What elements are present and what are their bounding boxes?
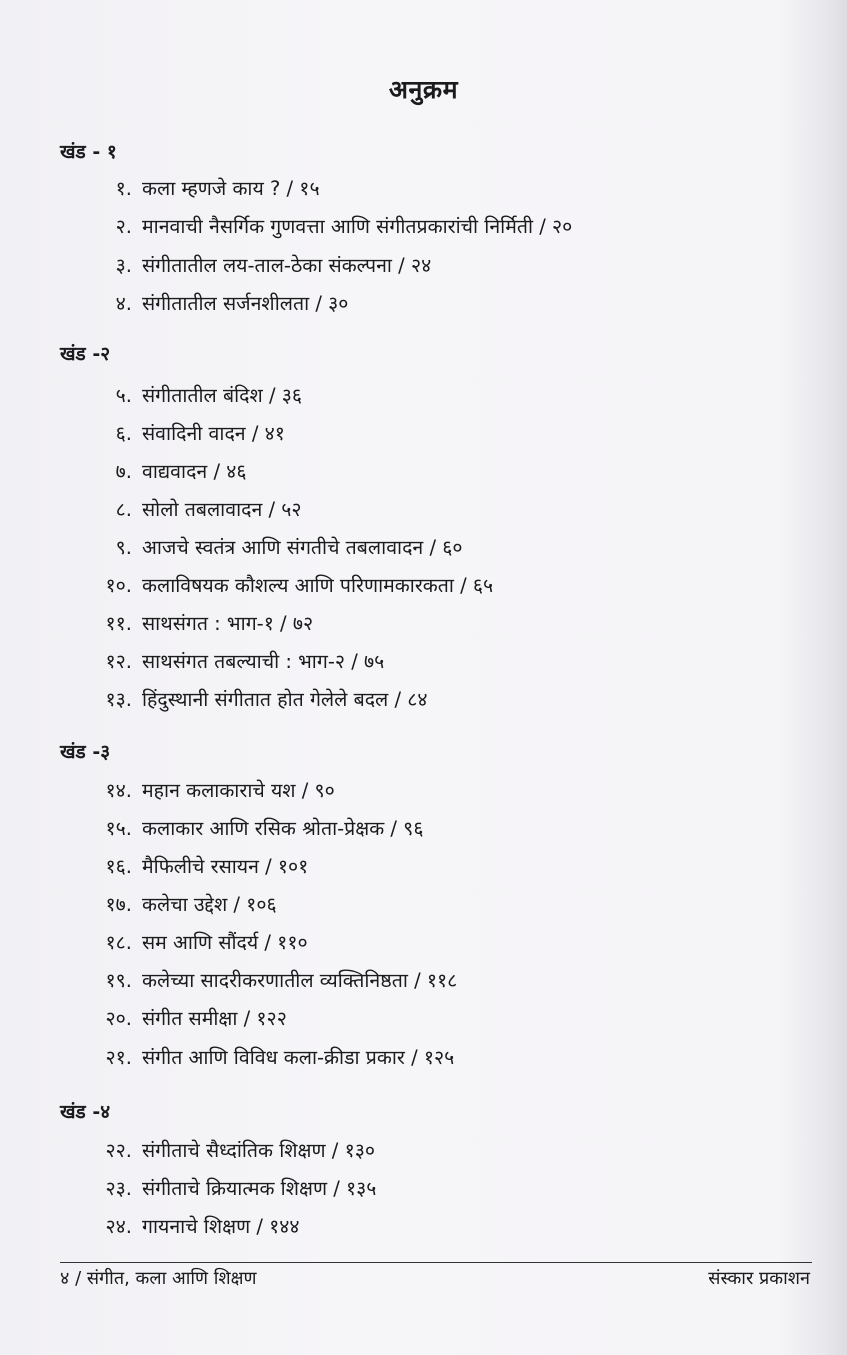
toc-entry-number: १६. (105, 855, 132, 878)
toc-entry-number: २१. (105, 1046, 132, 1069)
toc-entry (115, 209, 573, 245)
toc-entry (105, 1171, 377, 1207)
toc-entry-text: संगीतातील लय-ताल-ठेका संकल्पना / २४ (142, 254, 432, 277)
toc-entry-text: साथसंगत : भाग-१ / ७२ (142, 612, 314, 635)
toc-entry-text: साथसंगत तबल्याची : भाग-२ / ७५ (142, 650, 385, 673)
toc-entry (105, 682, 428, 718)
toc-entry-text: सोलो तबलावादन / ५२ (142, 498, 302, 521)
toc-entry (105, 887, 277, 923)
toc-entry-number: २३. (105, 1177, 132, 1200)
section-heading-2: खंड -२ (60, 343, 111, 365)
toc-entry (115, 171, 320, 207)
toc-entry (105, 963, 458, 999)
toc-entry-number: २. (115, 215, 132, 238)
toc-entry-text: कलेचा उद्देश / १०६ (142, 893, 277, 916)
toc-entry-number: १. (115, 177, 132, 200)
toc-entry (115, 378, 303, 414)
toc-entry-number: १०. (105, 574, 132, 597)
toc-entry-number: १९. (105, 969, 132, 992)
toc-entry-text: संगीताचे क्रियात्मक शिक्षण / १३५ (142, 1177, 377, 1200)
toc-entry-number: ११. (105, 612, 132, 635)
toc-entry (105, 568, 494, 604)
section-heading-1: खंड - १ (60, 141, 117, 163)
toc-entry (105, 1133, 375, 1169)
toc-entry-text: वाद्यवादन / ४६ (142, 460, 247, 483)
toc-entry (105, 1209, 300, 1245)
toc-entry-text: कलाकार आणि रसिक श्रोता-प्रेक्षक / ९६ (142, 817, 424, 840)
toc-entry-number: १५. (105, 817, 132, 840)
toc-entry-number: ८. (115, 498, 132, 521)
toc-entry (105, 1040, 455, 1076)
toc-entry (105, 644, 385, 680)
toc-entry-number: १८. (105, 931, 132, 954)
toc-entry-number: १४. (105, 779, 132, 802)
toc-entry-text: हिंदुस्थानी संगीतात होत गेलेले बदल / ८४ (142, 688, 428, 711)
section-heading-3: खंड -३ (60, 741, 111, 763)
toc-entry (115, 286, 349, 322)
toc-entry-number: २२. (105, 1139, 132, 1162)
toc-entry (115, 454, 247, 490)
toc-entry-number: १७. (105, 893, 132, 916)
page-title: अनुक्रम (388, 75, 459, 104)
toc-entry-text: गायनाचे शिक्षण / १४४ (142, 1215, 300, 1238)
toc-entry-number: २०. (105, 1007, 132, 1030)
toc-entry-text: कलाविषयक कौशल्य आणि परिणामकारकता / ६५ (142, 574, 494, 597)
toc-entry-text: कला म्हणजे काय ? / १५ (142, 177, 320, 200)
toc-entry-number: ५. (115, 384, 132, 407)
toc-entry-text: संगीत समीक्षा / १२२ (142, 1007, 287, 1030)
toc-entry-number: १२. (105, 650, 132, 673)
toc-entry-text: मैफिलीचे रसायन / १०१ (142, 855, 309, 878)
toc-entry-text: संवादिनी वादन / ४१ (142, 422, 285, 445)
toc-entry-number: ४. (115, 292, 132, 315)
toc-entry (105, 773, 335, 809)
toc-entry-text: सम आणि सौंदर्य / ११० (142, 931, 308, 954)
toc-entry-number: २४. (105, 1215, 132, 1238)
toc-entry-text: संगीतातील सर्जनशीलता / ३० (142, 292, 349, 315)
footer-publisher: संस्कार प्रकाशन (708, 1268, 810, 1289)
toc-entry (115, 416, 285, 452)
toc-entry-number: ७. (115, 460, 132, 483)
toc-entry (105, 811, 424, 847)
toc-entry (105, 849, 309, 885)
toc-entry-text: कलेच्या सादरीकरणातील व्यक्तिनिष्ठता / ११८ (142, 969, 458, 992)
toc-entry (115, 492, 302, 528)
toc-entry-text: मानवाची नैसर्गिक गुणवत्ता आणि संगीतप्रकारांची निर्मिती / २० (142, 215, 573, 238)
toc-entry (105, 606, 314, 642)
footer-page-title: ४ / संगीत, कला आणि शिक्षण (60, 1268, 257, 1289)
toc-entry (105, 925, 308, 961)
toc-entry-text: संगीत आणि विविध कला-क्रीडा प्रकार / १२५ (142, 1046, 455, 1069)
toc-entry-text: महान कलाकाराचे यश / ९० (142, 779, 335, 802)
section-heading-4: खंड -४ (60, 1101, 111, 1123)
toc-entry-text: संगीतातील बंदिश / ३६ (142, 384, 303, 407)
toc-entry (115, 248, 432, 284)
toc-entry (115, 530, 463, 566)
toc-entry-text: संगीताचे सैध्दांतिक शिक्षण / १३० (142, 1139, 375, 1162)
toc-entry-text: आजचे स्वतंत्र आणि संगतीचे तबलावादन / ६० (142, 536, 463, 559)
footer-divider (60, 1262, 812, 1263)
toc-entry-number: ९. (115, 536, 132, 559)
toc-entry (105, 1001, 287, 1037)
toc-entry-number: ३. (115, 254, 132, 277)
toc-entry-number: १३. (105, 688, 132, 711)
toc-entry-number: ६. (115, 422, 132, 445)
